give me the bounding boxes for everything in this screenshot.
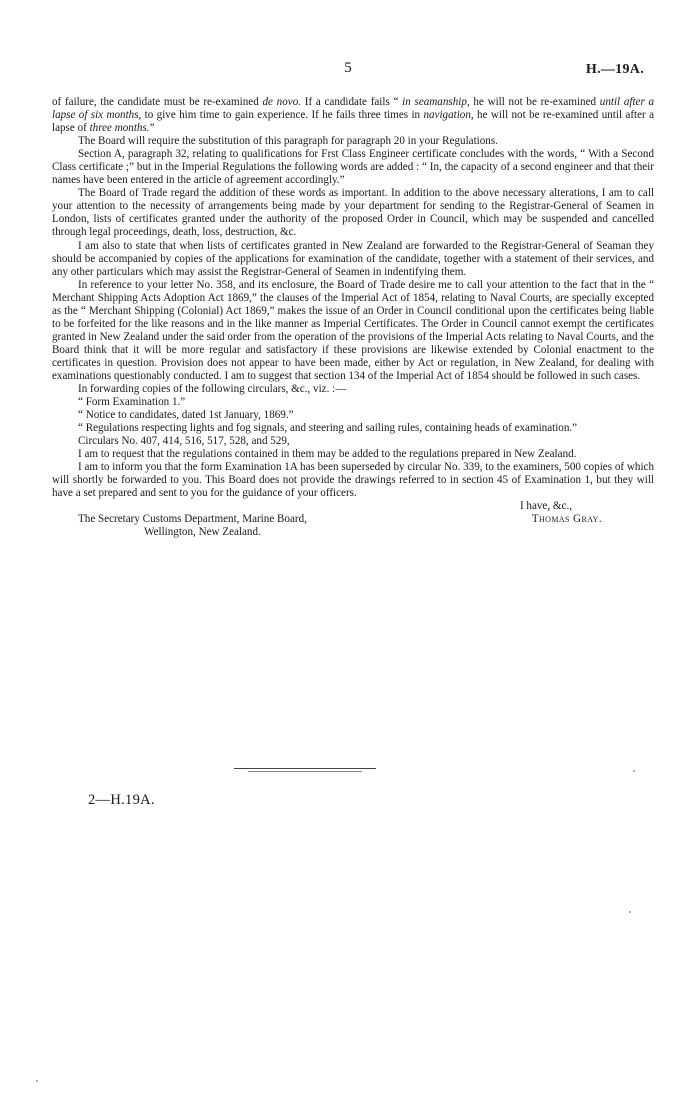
addressee-line-1: The Secretary Customs Department, Marine Board, [78, 513, 307, 526]
paragraph-board-of-trade: The Board of Trade regard the addition of these words as important. In addition to the above necessary alterations, I am to call your attention to the necessity of arrangements being made by your department for sending to the Registrar-General of Seamen in London, lists of certificates granted under the authority of the proposed Order in Council, which may be suspended and cancelled through legal proceedings, death, loss, destruction, &c. [52, 187, 654, 239]
paragraph-form-superseded: I am to inform you that the form Examination 1A has been superseded by circular No. 339, to the examiners, 500 copies of which will shortly be forwarded to you. This Board does not provide the drawings referred to in section 45 of Examination 1, but they will have a set prepared and sent to you for the guidance of your officers. [52, 461, 654, 500]
letter-body [52, 96, 654, 548]
page-reference: H.—19A. [585, 62, 644, 77]
section-divider [234, 768, 376, 769]
scan-speck [633, 770, 635, 772]
scan-speck [36, 1080, 38, 1082]
section-divider-secondary [248, 771, 362, 772]
list-item-regulations: “ Regulations respecting lights and fog signals, and steering and sailing rules, containing heads of examination.” [78, 422, 578, 435]
list-item-form-examination: “ Form Examination 1.” [78, 396, 186, 409]
paragraph-naval-courts: In reference to your letter No. 358, and its enclosure, the Board of Trade desire me to call your attention to the fact that in the “ Merchant Shipping Acts Adoption Act 1869,” the clauses of the Imperial Act of 1854, relating to Naval Courts, are specially excepted as the “ Merchant Shipping (Colonial) Act 1869,” makes the issue of an Order in Council conditional upon the certificates being liable to be forfeited for the like reasons and in the like manner as Imperial Certificates. The Order in Council cannot exempt the certificates granted in New Zealand under the said order from the operation of the provisions of the Imperial Acts relating to Naval Courts, and the Board think that it will be more regular and satisfactory if these provisions are likewise extended by Colonial enactment to the certificates in question. Provision does not appear to have been made, either by Act or regulation, in New Zealand, for dealing with examinations questionably conducted. I am to suggest that section 134 of the Imperial Act of 1854 should be followed in such cases. [52, 278, 654, 382]
scan-speck [629, 911, 631, 913]
closing-line: I have, &c., [519, 500, 572, 513]
list-item-notice: “ Notice to candidates, dated 1st January, 1869.” [78, 409, 294, 422]
list-item-circulars: Circulars No. 407, 414, 516, 517, 528, and 529, [78, 435, 290, 448]
signatory-name: Thomas Gray. [531, 513, 602, 526]
signature-block [52, 500, 654, 548]
paragraph-section-a: Section A, paragraph 32, relating to qualifications for Frst Class Engineer certificate concludes with the words, “ With a Second Class certificate ;” but in the Imperial Regulations the following words are added : “ In, the capacity of a second engineer and that their names have been entered in the article of agreement accordingly.” [52, 148, 654, 187]
paragraph-lists-of-certificates: I am also to state that when lists of certificates granted in New Zealand are forwarded to the Registrar-General of Seaman they should be accompanied by copies of the applications for examination of the candidate, together with a statement of their services, and any other particulars which may assist the Registrar-General of Seamen in indentifying them. [52, 239, 654, 278]
paragraph-failure-rules: of failure, the candidate must be re-examined de novo. If a candidate fails “ in seamanship, he will not be re-examined until after a lapse of six months, to give him time to gain experience. If he fails three times in navigation, he will not be re-examined until after a lapse of three months.” [52, 96, 655, 135]
printer-signature-mark: 2—H.19A. [88, 792, 155, 808]
addressee-line-2: Wellington, New Zealand. [144, 526, 261, 539]
paragraph-request: I am to request that the regulations contained in them may be added to the regulations prepared in New Zealand. [78, 448, 577, 461]
paragraph-forwarding-copies: In forwarding copies of the following circulars, &c., viz. :— [78, 383, 347, 396]
paragraph-substitution: The Board will require the substitution of this paragraph for paragraph 20 in your Regulations. [78, 135, 498, 148]
page-number: 5 [344, 60, 352, 76]
